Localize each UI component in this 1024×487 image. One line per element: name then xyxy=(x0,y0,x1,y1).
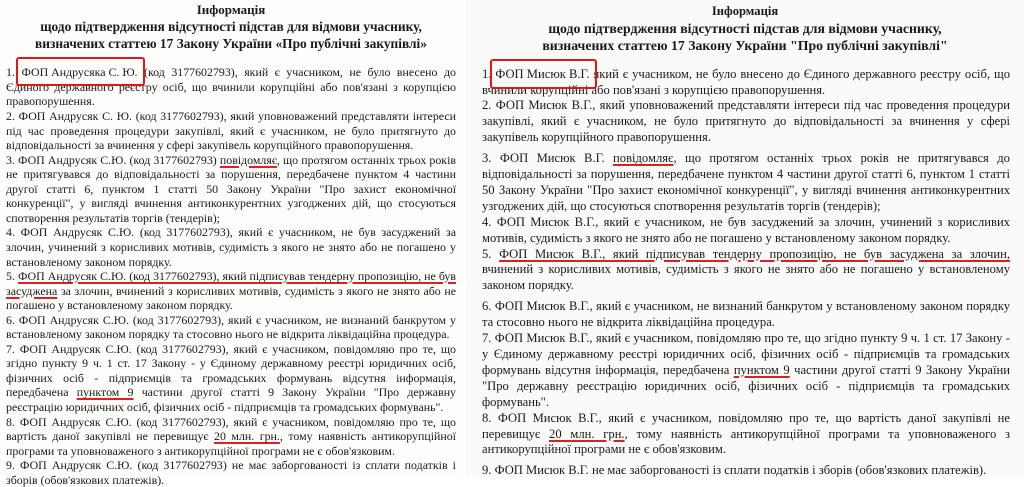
document-title: Інформація xyxy=(196,2,266,17)
item-text: ФОП Мисюк В.Г., який є учасником, повідомляю про те, що вартість даної закупівлі не перевищує xyxy=(482,410,1011,441)
document-subtitle-line-1: щодо підтвердження відсутності підстав для відмови учаснику, xyxy=(40,18,422,34)
statement-item-4 xyxy=(6,225,456,269)
item-number: 4. xyxy=(6,225,15,240)
statement-item-7 xyxy=(6,342,456,415)
statement-item-6 xyxy=(6,313,456,342)
statement-item-2 xyxy=(482,98,1010,146)
item-number: 8. xyxy=(6,414,15,429)
statement-item-3 xyxy=(6,153,456,226)
underlined-text: 20 млн. грн. xyxy=(214,429,280,444)
statement-item-8 xyxy=(482,411,1010,459)
underlined-text: пунктом 9 xyxy=(733,362,790,377)
item-number: 7. xyxy=(482,331,492,346)
item-text: ФОП Мисюк В.Г., який уповноважений представляти інтереси під час проведення процедури закупівлі, який є учасником, не було притягнуто до відповідальності за вчинення у сфері закупівель корупційного правопорушення. xyxy=(482,98,1011,145)
item-text: ФОП Андрусяк С. Ю. (код 3177602793), який уповноважений представляти інтереси під час проведення процедури закупівлі, який є учасником, не було притягнуто до відповідальності за вчинення у сфері закупівель корупційного правопорушення. xyxy=(6,109,456,153)
item-number: 6. xyxy=(482,299,492,314)
item-text: (код 3177602793), який є учасником, не було внесено до Єдиного державного реєстру осіб, що вчинили корупційні або пов'язані з корупцією правопорушення. xyxy=(6,65,456,109)
document-andrusiak xyxy=(0,0,462,487)
item-text: ФОП Мисюк В.Г., який є учасником, не був засуджений за злочин, учинений з корисливих мотивів, судимість з якого не знято або не погашено у встановленому законом порядку. xyxy=(482,214,1010,245)
item-text: частини другої статті 9 Закону України "Про державну реєстрацію юридичних осіб, фізичних осіб - підприємців та громадських формувань". xyxy=(482,362,1010,409)
item-number: 5. xyxy=(6,269,15,284)
item-number: 8. xyxy=(482,410,492,425)
underlined-text: 20 млн. грн. xyxy=(549,426,625,441)
item-text: ФОП Мисюк В.Г. не має заборгованості із сплати податків і зборів (обов'язкових платежів). xyxy=(494,463,987,478)
highlighted-name-box: ФОП Андрусяка С. Ю. xyxy=(21,65,138,80)
item-number: 1. xyxy=(6,65,15,80)
statement-item-5 xyxy=(6,269,456,313)
statement-item-1 xyxy=(6,65,456,109)
item-text: , тому наявність антикорупційної програми та уповноваженого з антикорупційної програми не є обов'язковим. xyxy=(482,426,1010,457)
document-subtitle-line-2: визначених статтею 17 Закону України «Про публічні закупівлі» xyxy=(35,35,427,51)
item-text: ФОП Мисюк В.Г., який є учасником, повідомляю про те, що згідно пункту 9 ч. 1 ст. 17 Закону - у Єдиному державному реєстрі юридичних осіб, фізичних осіб - підприємців та громадських формувань відсутня інформація, передбачена xyxy=(482,331,1010,377)
item-number: 5. xyxy=(482,246,492,261)
item-text: ФОП Андрусяк С.Ю. (код 3177602793), який є учасником, не був засуджений за злочин, учинений з корисливих мотивів, судимість з якого не знято або не погашено у встановленому законом порядку. xyxy=(6,225,456,269)
underlined-text: повідомляє xyxy=(219,152,277,167)
item-text: , що протягом останніх трьох років не притягувався до відповідальності за порушення, передбачене пунктом 4 частини другої статті 6, пунктом 1 статті 50 Закону України "Про захист економічної конкуренції", у вигляді вчинення антиконкурентних узгоджених дій, що стосуються спотворення результатів торгів (тендерів); xyxy=(6,152,456,225)
statement-item-7 xyxy=(482,331,1010,411)
document-header xyxy=(466,3,1024,55)
statement-item-9 xyxy=(6,458,456,487)
statement-item-4 xyxy=(482,215,1010,247)
statement-item-9 xyxy=(482,463,1010,479)
highlighted-name-box: ФОП Мисюк В.Г. xyxy=(495,66,590,81)
item-number: 4. xyxy=(482,214,492,229)
item-number: 2. xyxy=(482,98,492,113)
item-number: 6. xyxy=(6,312,15,327)
item-text: ФОП Андрусяк С.Ю. (код 3177602793), який є учасником, не визнаний банкрутом у встановленому законом порядку та стосовно нього не відкрита ліквідаційна процедура. xyxy=(6,312,456,342)
item-number: 3. xyxy=(482,151,492,166)
item-text: , що протягом останніх трьох років не притягувався до відповідальності за порушення, передбачене пунктом 4 частини другої статті 6, пунктом 1 статті 50 Закону України "Про захист економічної конкуренції", у вигляді вчинення антиконкурентних узгоджених дій, що стосуються спотворення результатів торгів (тендерів); xyxy=(482,151,1010,213)
item-number: 9. xyxy=(6,458,15,473)
item-text: ФОП Андрусяк С.Ю. (код 3177602793), який є учасником, повідомляю про те, що згідно пункту 9 ч. 1 ст. 17 Закону - у Єдиному державному реєстрі юридичних осіб, фізичних осіб - підприємців та громадських формувань відсутня інформація, передбачена xyxy=(6,341,456,400)
underlined-text: повідомляє xyxy=(613,151,674,166)
statement-item-5 xyxy=(482,247,1010,295)
item-number: 9. xyxy=(482,463,492,478)
item-text: ФОП Мисюк В.Г., який є учасником, не визнаний банкрутом у встановленому законом порядку та стосовно нього не відкрита ліквідаційна процедура. xyxy=(482,299,1010,330)
statement-item-6 xyxy=(482,299,1010,331)
statement-list xyxy=(6,65,456,487)
underlined-text: ФОП Андрусяк С.Ю. (код 3177602793), який підписував тендерну пропозицію, не був засуджена xyxy=(6,269,456,298)
item-number: 1. xyxy=(482,66,492,81)
item-text: вчинений з корисливих мотивів, судимість з якого не знято або не погашено у встановленому законом порядку. xyxy=(482,262,1010,293)
item-text: ФОП Мисюк В.Г. xyxy=(499,151,614,166)
item-text: частини другої статті 9 Закону України "Про державну реєстрацію юридичних осіб, фізичних осіб - підприємців та громадських формувань". xyxy=(6,385,457,414)
statement-item-1 xyxy=(482,67,1010,99)
document-subtitle-line-2: визначених статтею 17 Закону України "Про публічні закупівлі" xyxy=(542,38,948,54)
document-title: Інформація xyxy=(711,4,779,18)
item-text: ФОП Андрусяк С.Ю. (код 3177602793) xyxy=(18,152,220,167)
item-text: , тому наявність антикорупційної програми та уповноваженого з антикорупційної програми не є обов'язковим. xyxy=(6,429,456,458)
item-number: 7. xyxy=(6,341,15,356)
item-number: 2. xyxy=(6,109,15,124)
document-misiuk xyxy=(466,0,1024,477)
statement-item-8 xyxy=(6,415,456,459)
item-text: ФОП Андрусяк С.Ю. (код 3177602793), який є учасником, повідомляю про те, що вартість даної закупівлі не перевищує xyxy=(6,414,456,444)
statement-item-2 xyxy=(6,109,456,153)
document-header xyxy=(0,2,462,52)
item-text: ФОП Андрусяк С.Ю. (код 3177602793) не має заборгованості із сплати податків і зборів (обов'язкових платежів). xyxy=(6,458,456,487)
statement-list xyxy=(482,67,1010,480)
statement-item-3 xyxy=(482,151,1010,215)
item-number: 3. xyxy=(6,152,15,167)
underlined-text: ФОП Мисюк В.Г., який підписував тендерну пропозицію, не був засуджена за злочин, xyxy=(499,246,1010,261)
underlined-text: пунктом 9 xyxy=(76,385,134,400)
item-text: за злочин, вчинений з корисливих мотивів, судимість з якого не знято або не погашено у встановленому законом порядку. xyxy=(6,283,456,313)
item-text: який є учасником, не було внесено до Єдиного державного реєстру осіб, що вчинили корупційні або пов'язані з корупцією правопорушення. xyxy=(482,66,1010,97)
document-subtitle-line-1: щодо підтвердження відсутності підстав для відмови учаснику, xyxy=(548,21,942,37)
